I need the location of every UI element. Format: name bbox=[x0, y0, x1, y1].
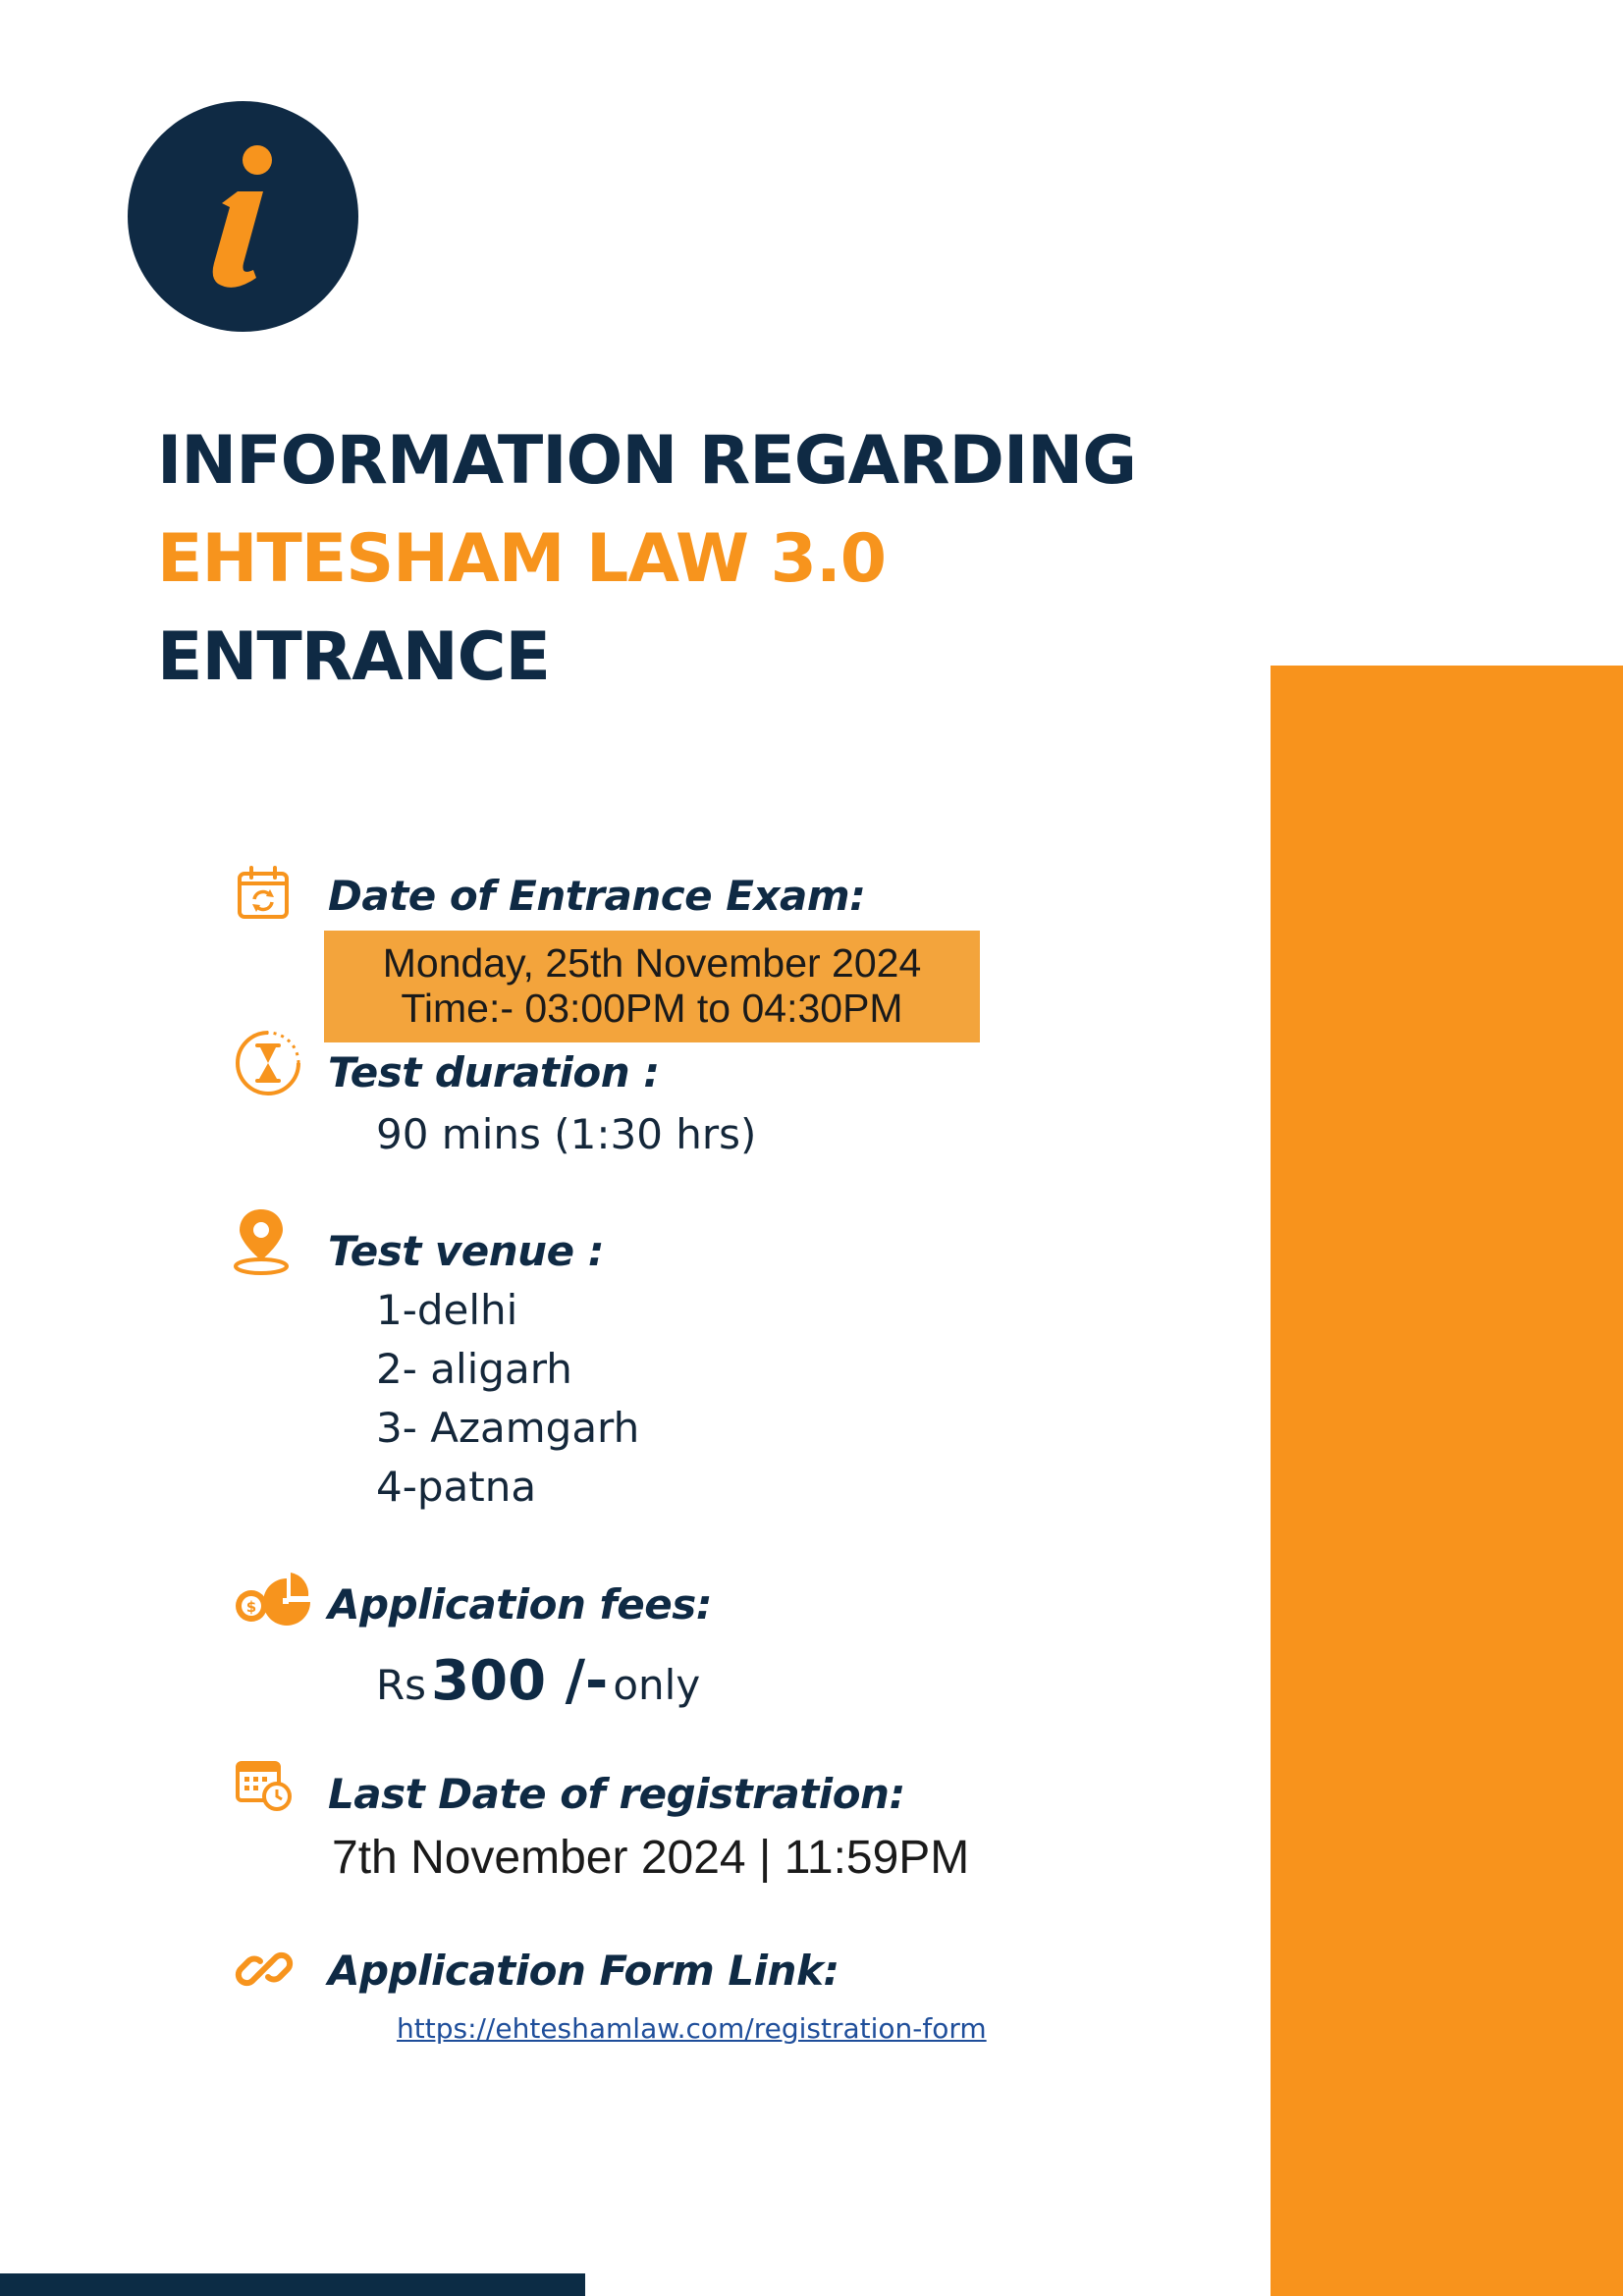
duration-value: 90 mins (1:30 hrs) bbox=[376, 1110, 757, 1158]
last-date-value: 7th November 2024 | 11:59PM bbox=[332, 1832, 970, 1884]
fees-prefix: Rs bbox=[376, 1661, 427, 1709]
venue-item: 4-patna bbox=[376, 1463, 537, 1511]
svg-text:$: $ bbox=[245, 1598, 257, 1616]
venue-item: 2- aligarh bbox=[376, 1345, 572, 1393]
fees-suffix: only bbox=[613, 1661, 701, 1709]
venue-list bbox=[376, 1281, 639, 1517]
exam-time-value: Time:- 03:00PM to 04:30PM bbox=[401, 986, 903, 1031]
duration-heading: Test duration : bbox=[328, 1048, 660, 1096]
venue-heading: Test venue : bbox=[328, 1227, 604, 1275]
last-date-heading: Last Date of registration: bbox=[328, 1770, 905, 1818]
hourglass-icon bbox=[234, 1029, 302, 1097]
info-icon bbox=[128, 101, 358, 332]
fees-value bbox=[376, 1649, 700, 1713]
exam-date-value: Monday, 25th November 2024 bbox=[382, 940, 922, 986]
fees-amount: 300 /- bbox=[431, 1649, 609, 1713]
page-title bbox=[157, 412, 1136, 707]
calendar-refresh-icon bbox=[236, 866, 291, 921]
venue-item: 1-delhi bbox=[376, 1286, 518, 1334]
title-line-3: ENTRANCE bbox=[157, 618, 550, 696]
form-link-heading: Application Form Link: bbox=[328, 1947, 839, 1995]
exam-date-box bbox=[324, 931, 980, 1042]
title-line-2: EHTESHAM LAW 3.0 bbox=[157, 520, 887, 598]
venue-item: 3- Azamgarh bbox=[376, 1404, 640, 1452]
money-pie-icon bbox=[234, 1571, 310, 1628]
location-pin-icon bbox=[232, 1205, 291, 1276]
exam-date-heading: Date of Entrance Exam: bbox=[328, 872, 866, 920]
title-line-1: INFORMATION REGARDING bbox=[157, 422, 1137, 500]
calendar-clock-icon bbox=[236, 1757, 293, 1812]
orange-side-bar bbox=[1271, 666, 1623, 2296]
registration-form-link[interactable]: https://ehteshamlaw.com/registration-form bbox=[397, 2012, 987, 2045]
navy-bottom-bar bbox=[0, 2273, 585, 2296]
fees-heading: Application fees: bbox=[328, 1580, 713, 1629]
link-icon bbox=[234, 1939, 295, 2000]
